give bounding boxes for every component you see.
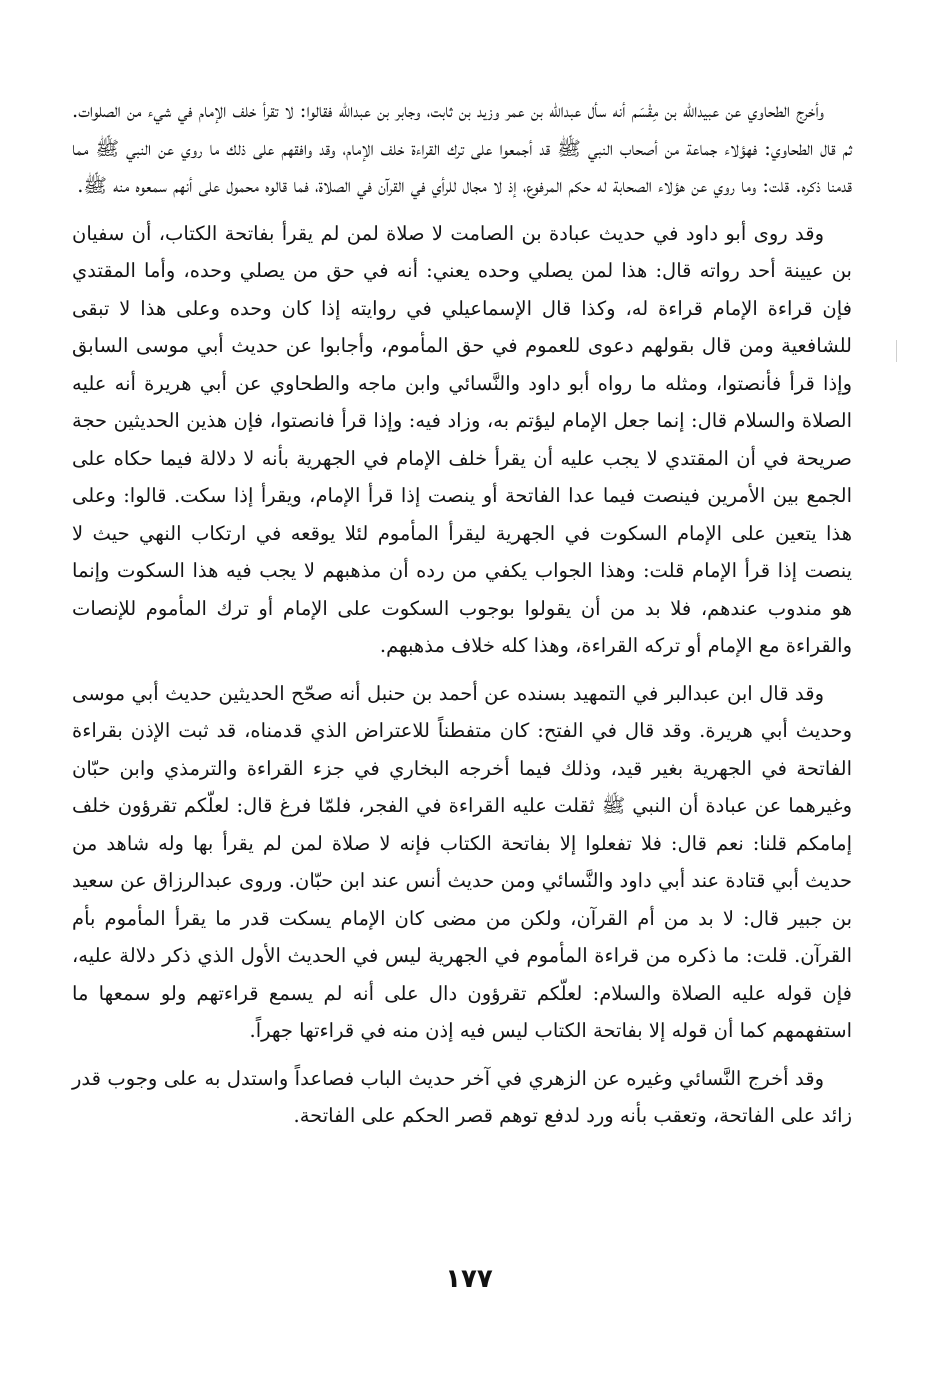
- page-number: ١٧٧: [445, 1264, 493, 1294]
- paragraph-2: وقد روى أبو داود في حديث عبادة بن الصامت لا صلاة لمن لم يقرأ بفاتحة الكتاب، أن سفيان بن عيينة أحد رواته قال: هذا لمن يصلي وحده يعني: أنه في حق من يصلي وحده، وأما المقتدي فإن قراءة الإمام قراءة له، وكذا قال الإسماعيلي في روايته إذا كان وحده وعلى هذا لا تبقى للشافعية ومن قال بقولهم دعوى للعموم في حق المأموم، وأجابوا عن حديث أبي موسى السابق وإذا قرأ فأنصتوا، ومثله ما رواه أبو داود والنَّسائي وابن ماجه والطحاوي عن أبي هريرة أنه عليه الصلاة والسلام قال: إنما جعل الإمام ليؤتم به، وزاد فيه: وإذا قرأ فانصتوا، فإن هذين الحديثين حجة صريحة في أن المقتدي لا يجب عليه أن يقرأ خلف الإمام في الجهرية بأنه لا دلالة فيما حكاه على الجمع بين الأمرين فينصت فيما عدا الفاتحة أو ينصت إذا قرأ الإمام، ويقرأ إذا سكت. قالوا: وعلى هذا يتعين على الإمام السكوت في الجهرية ليقرأ المأموم لئلا يوقعه في ارتكاب النهي حيث لا ينصت إذا قرأ الإمام قلت: وهذا الجواب يكفي من رده أن مذهبهم لا يجب فيه هذا السكوت وإنما هو مندوب عندهم، فلا بد من أن يقولوا بوجوب السكوت على الإمام أو ترك المأموم للإنصات والقراءة مع الإمام أو تركه القراءة، وهذا كله خلاف مذهبهم.: [72, 221, 852, 657]
- paragraph-4: وقد أخرج النَّسائي وغيره عن الزهري في آخر حديث الباب فصاعداً واستدل به على وجوب قدر زائد على الفاتحة، وتعقب بأنه ورد لدفع توهم قصر الحكم على الفاتحة.: [72, 1066, 852, 1127]
- paragraph-3: وقد قال ابن عبدالبر في التمهيد بسنده عن أحمد بن حنبل أنه صحّح الحديثين حديث أبي موسى وحديث أبي هريرة. وقد قال في الفتح: كان متفطناً للاعتراض الذي قدمناه، قد ثبت الإذن بقراءة الفاتحة في الجهرية بغير قيد، وذلك فيما أخرجه البخاري في جزء القراءة والترمذي وابن حبّان وغيرهما عن عبادة أن النبي ﷺ ثقلت عليه القراءة في الفجر، فلمّا فرغ قال: لعلّكم تقرؤون خلف إمامكم قلنا: نعم قال: فلا تفعلوا إلا بفاتحة الكتاب فإنه لا صلاة لمن لم يقرأ بها وله شاهد من حديث أبي قتادة عند أبي داود والنَّسائي ومن حديث أنس عند ابن حبّان. وروى عبدالرزاق عن سعيد بن جبير قال: لا بد من أم القرآن، ولكن من مضى كان الإمام يسكت قدر ما يقرأ المأموم بأم القرآن. قلت: ما ذكره من قراءة المأموم في الجهرية ليس في الحديث الأول الذي ذكر دلالة عليه، فإن قوله عليه الصلاة والسلام: لعلّكم تقرؤون دال على أنه لم يسمع قراءتهم ولو سمعها ما استفهمهم كما أن قوله إلا بفاتحة الكتاب ليس فيه إذن منه في قراءتها جهراً.: [72, 681, 852, 1042]
- paragraph-1: وأخرج الطحاوي عن عبيدالله بن مِقْسَم أنه سأل عبدالله بن عمر وزيد بن ثابت، وجابر بن عبدالله فقالوا: لا تقرأ خلف الإمام في شيء من الصلوات. ثم قال الطحاوي: فهؤلاء جماعة من أصحاب النبي ﷺ قد أجمعوا على ترك القراءة خلف الإمام، وقد وافقهم على ذلك ما روي عن النبي ﷺ مما قدمنا ذكره. قلت: وما روي عن هؤلاء الصحابة له حكم المرفوع، إذ لا مجال للرأي في القرآن في الصلاة، فما قالوه محمول على أنهم سمعوه منه ﷺ.: [72, 99, 852, 197]
- body-text: [72, 92, 852, 1145]
- margin-mark: [896, 340, 897, 362]
